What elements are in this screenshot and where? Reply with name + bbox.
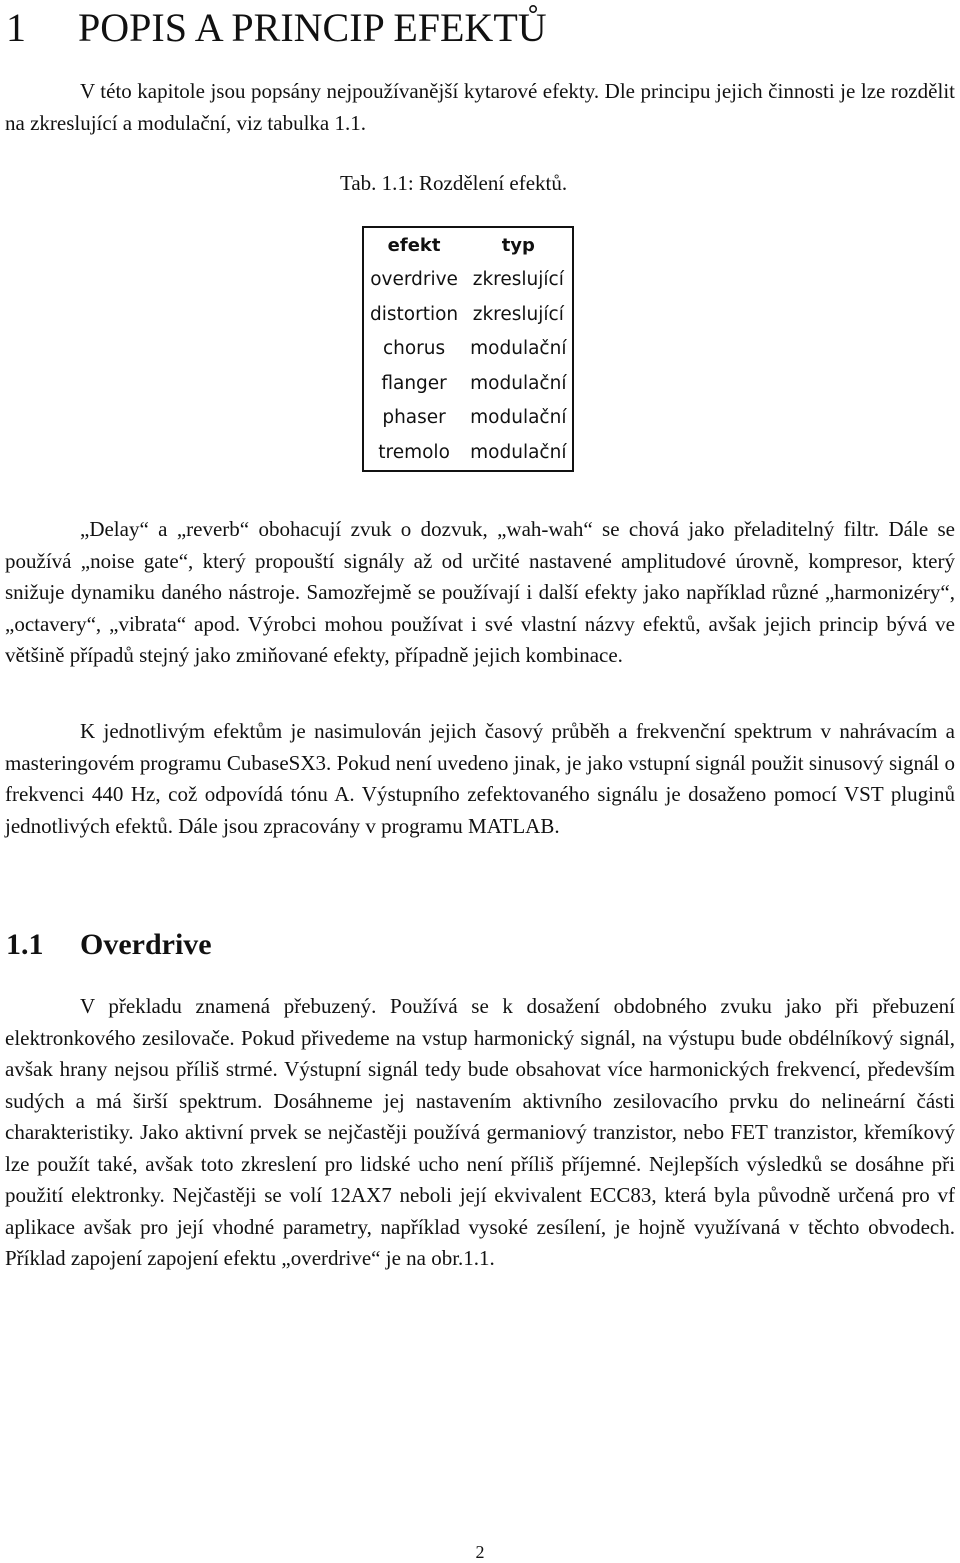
table-row bbox=[363, 366, 573, 401]
table-row bbox=[363, 435, 573, 471]
chapter-heading bbox=[6, 2, 547, 54]
table-caption: Tab. 1.1: Rozdělení efektů. bbox=[340, 171, 568, 195]
chapter-number: 1 bbox=[6, 5, 26, 50]
section-title: Overdrive bbox=[80, 928, 212, 961]
effect-name: phaser bbox=[382, 407, 446, 429]
intro-paragraph: V této kapitole jsou popsány nejpoužívanější kytarové efekty. Dle principu jejich činnosti je lze rozdělit na zkreslující a modulační, viz tabulka 1.1. bbox=[5, 79, 955, 135]
page-number: 2 bbox=[475, 1542, 485, 1562]
effect-type: modulační bbox=[470, 407, 567, 429]
section-heading bbox=[6, 924, 212, 966]
effect-name: chorus bbox=[382, 338, 446, 360]
effect-type: zkreslující bbox=[472, 303, 564, 325]
table-row bbox=[363, 297, 573, 332]
effects-paragraph: „Delay“ a „reverb“ obohacují zvuk o dozvuk, „wah-wah“ se chová jako přeladitelný filtr. Dále se používá „noise gate“, který propouští signály až od určité nastavené amplitudové úrovně, kompresor, který snižuje dynamiku daného nástroje. Samozřejmě se používají i další efekty jako například různé „harmonizéry“, „octavery“, „vibrata“ apod. Výrobci mohou používat i své vlastní názvy efektů, avšak jejich princip bývá ve většině případů stejný jako zmiňované efekty, případně jejich kombinace. bbox=[5, 517, 955, 667]
effect-type: zkreslující bbox=[472, 269, 564, 291]
effect-name: tremolo bbox=[378, 441, 450, 463]
section-number: 1.1 bbox=[6, 928, 44, 961]
table-row bbox=[363, 263, 573, 298]
table-row bbox=[363, 401, 573, 436]
effect-type: modulační bbox=[470, 338, 567, 360]
header-typ: typ bbox=[501, 234, 535, 256]
simulation-paragraph: K jednotlivým efektům je nasimulován jejich časový průběh a frekvenční spektrum v nahrávacím a masteringovém programu CubaseSX3. Pokud není uvedeno jinak, je jako vstupní signál použit sinusový signál o frekvenci 440 Hz, což odpovídá tónu A. Výstupního zefektovaného signálu je dosaženo pomocí VST pluginů jednotlivých efektů. Dále jsou zpracovány v programu MATLAB. bbox=[5, 719, 955, 838]
effect-name: distortion bbox=[370, 303, 459, 325]
table-row bbox=[363, 332, 573, 367]
overdrive-paragraph: V překladu znamená přebuzený. Používá se k dosažení obdobného zvuku jako při přebuzení elektronkového zesilovače. Pokud přivedeme na vstup harmonický signál, na výstupu bude obdélníkový signál, avšak hrany nejsou příliš strmé. Výstupní signál tedy bude obsahovat více harmonických frekvencí, především sudých a má širší spektrum. Dosáhneme jej nastavením aktivního zesilovacího prvku do nelineární části charakteristiky. Jako aktivní prvek se nejčastěji používá germaniový tranzistor, nebo FET tranzistor, křemíkový lze použít také, avšak toto zkreslení pro lidské ucho není příliš příjemné. Nejlepších výsledků se dosáhne při použití elektronky. Nejčastěji se volí 12AX7 neboli její ekvivalent ECC83, která byla původně určená pro vf aplikace avšak pro její vhodné parametry, například vysoké zesílení, je hojně využívaná v těchto obvodech. Příklad zapojení zapojení efektu „overdrive“ je na obr.1.1. bbox=[5, 994, 955, 1270]
chapter-title: POPIS A PRINCIP EFEKTŮ bbox=[78, 5, 547, 50]
effect-name: flanger bbox=[381, 372, 447, 394]
header-efekt: efekt bbox=[387, 234, 441, 256]
effect-name: overdrive bbox=[370, 269, 458, 291]
effects-table bbox=[362, 226, 574, 472]
table-header-row bbox=[363, 227, 573, 263]
effect-type: modulační bbox=[470, 441, 567, 463]
effect-type: modulační bbox=[470, 372, 567, 394]
